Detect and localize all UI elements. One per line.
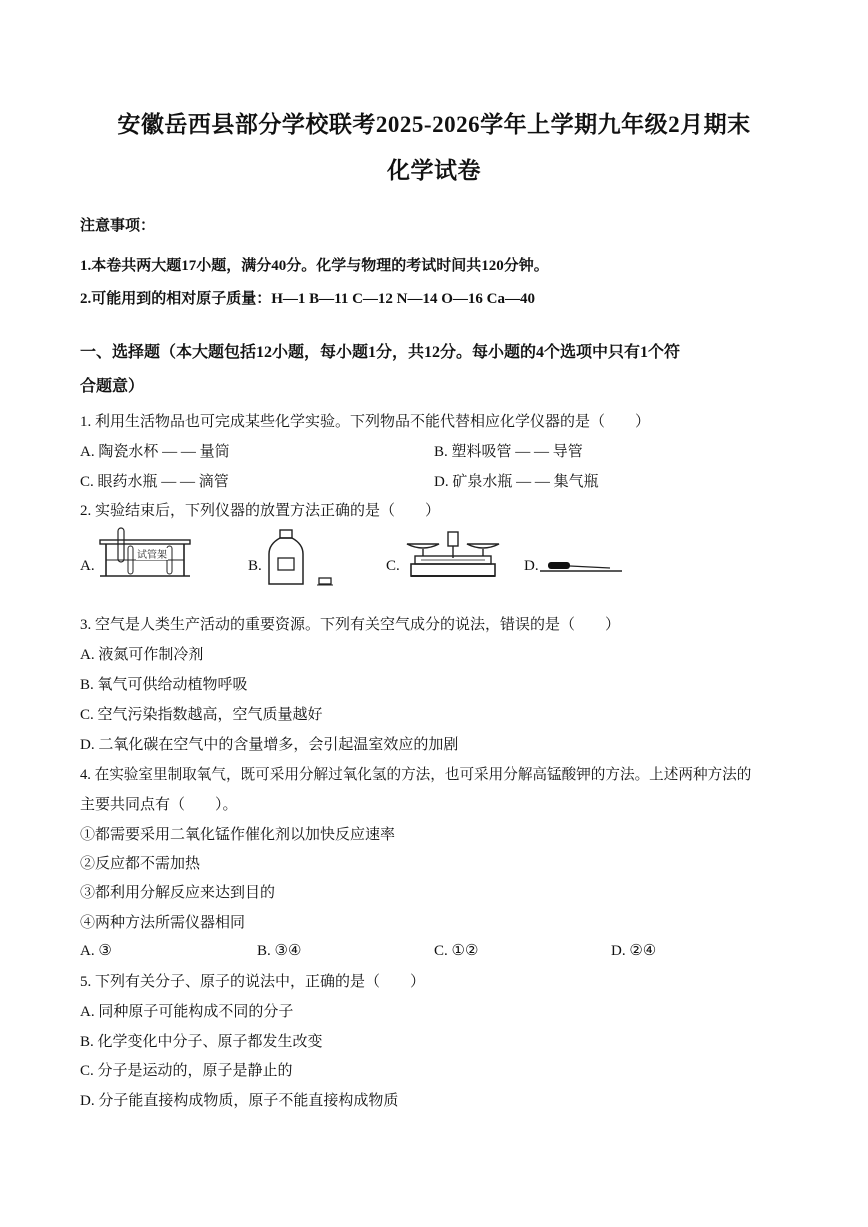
q4-statement-4: ④两种方法所需仪器相同 <box>80 915 246 931</box>
q3-option-d: D. 二氧化碳在空气中的含量增多，会引起温室效应的加剧 <box>80 737 459 753</box>
q3-option-b: B. 氧气可供给动植物呼吸 <box>80 677 248 693</box>
exam-title-line1: 安徽岳西县部分学校联考2025-2026学年上学期九年级2月期末 <box>117 112 751 137</box>
q5-option-d: D. 分子能直接构成物质，原子不能直接构成物质 <box>80 1093 399 1109</box>
exam-title-line2: 化学试卷 <box>387 158 481 183</box>
q3-option-a: A. 液氮可作制冷剂 <box>80 647 204 663</box>
notice-heading: 注意事项： <box>80 218 156 234</box>
q1-option-c: C. 眼药水瓶 — — 滴管 <box>80 474 229 490</box>
q1-stem: 1. 利用生活物品也可完成某些化学实验。下列物品不能代替相应化学仪器的是（ ） <box>80 414 651 430</box>
q4-stem-line1: 4. 在实验室里制取氧气，既可采用分解过氧化氢的方法，也可采用分解高锰酸钾的方法。上述两种方法的 <box>80 767 752 783</box>
test-tube-rack-text: 试管架 <box>137 550 167 561</box>
q5-option-a: A. 同种原子可能构成不同的分子 <box>80 1004 294 1020</box>
q4-statement-1: ①都需要采用二氧化锰作催化剂以加快反应速率 <box>80 827 396 843</box>
q1-option-b: B. 塑料吸管 — — 导管 <box>434 444 583 460</box>
q4-option-a: A. ③ <box>80 943 112 959</box>
q2-label-b: B. <box>248 558 262 574</box>
q3-stem: 3. 空气是人类生产活动的重要资源。下列有关空气成分的说法，错误的是（ ） <box>80 617 621 633</box>
q2-stem: 2. 实验结束后，下列仪器的放置方法正确的是（ ） <box>80 503 441 519</box>
q2-label-c: C. <box>386 558 400 574</box>
q4-option-c: C. ①② <box>434 943 479 959</box>
q2-label-d: D. <box>524 558 539 574</box>
q4-statement-2: ②反应都不需加热 <box>80 856 201 872</box>
balance-scale-figure <box>403 528 503 580</box>
q5-option-b: B. 化学变化中分子、原子都发生改变 <box>80 1034 323 1050</box>
section1-heading-line1: 一、选择题（本大题包括12小题，每小题1分，共12分。每小题的4个选项中只有1个符 <box>80 344 681 361</box>
q1-option-a: A. 陶瓷水杯 — — 量筒 <box>80 444 230 460</box>
q2-label-a: A. <box>80 558 95 574</box>
q5-option-c: C. 分子是运动的，原子是静止的 <box>80 1063 293 1079</box>
test-tube-horizontal-figure <box>540 560 624 576</box>
section1-heading-line2: 合题意） <box>80 378 145 395</box>
q1-option-d: D. 矿泉水瓶 — — 集气瓶 <box>434 474 599 490</box>
q3-option-c: C. 空气污染指数越高，空气质量越好 <box>80 707 323 723</box>
q4-option-d: D. ②④ <box>611 943 657 959</box>
q4-stem-line2: 主要共同点有（ ）。 <box>80 797 238 813</box>
notice-item-1: 1.本卷共两大题17小题，满分40分。化学与物理的考试时间共120分钟。 <box>80 258 549 274</box>
reagent-bottle-figure <box>265 528 337 590</box>
test-tube-rack-figure <box>98 526 194 578</box>
notice-item-2: 2.可能用到的相对原子质量：H—1 B—11 C—12 N—14 O—16 Ca—40 <box>80 291 536 307</box>
q4-option-b: B. ③④ <box>257 943 302 959</box>
q4-statement-3: ③都利用分解反应来达到目的 <box>80 885 276 901</box>
q5-stem: 5. 下列有关分子、原子的说法中，正确的是（ ） <box>80 974 426 990</box>
